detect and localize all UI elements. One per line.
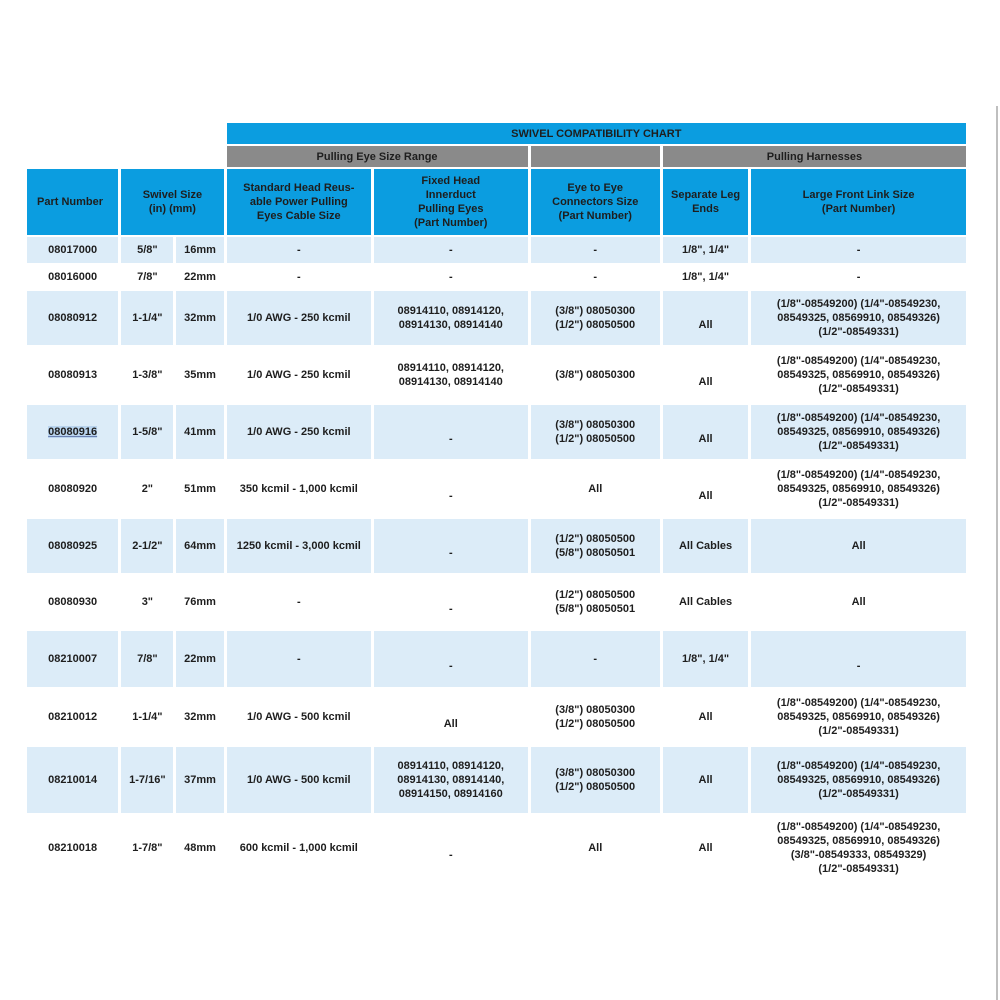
cell-text: 16mm [184,244,216,256]
cell-text: (3/8") 08050300 (1/2") 08050500 [555,767,636,793]
cell-separate-leg [663,689,748,745]
cell-text: 1/8", 1/4" [681,244,730,256]
cell-text: 1-5/8" [132,426,163,438]
cell-swivel-in [121,237,173,263]
cell-text: - [296,596,301,608]
cell-text: 5/8" [137,244,158,256]
cell-text: (1/8"-08549200) (1/4"-08549230, 08549325, 08569910, 08549326) (1/2"-08549331) [776,469,941,509]
page-edge-line [996,106,998,1000]
cell-fixed-head [374,265,527,289]
cell-part-number [27,461,118,517]
column-header-part-number: Part Number [27,169,118,235]
cell-text: - [296,653,301,665]
cell-text: 37mm [184,774,216,786]
cell-large-front-link [751,747,966,813]
cell-text: 08210012 [48,711,98,723]
cell-swivel-mm [176,575,223,629]
cell-text: All [851,540,866,552]
cell-part-number [27,631,118,687]
cell-large-front-link [751,575,966,629]
cell-text: - [448,433,453,445]
cell-text: - [448,547,453,559]
table-row [27,291,966,345]
table-row [27,631,966,687]
cell-part-number [27,815,118,881]
cell-text: 1/0 AWG - 250 kcmil [247,369,351,381]
cell-eye-to-eye [531,747,660,813]
cell-text: - [296,244,301,256]
cell-text: - [593,271,598,283]
cell-swivel-mm [176,347,223,403]
cell-text: 1/0 AWG - 250 kcmil [247,426,351,438]
cell-eye-to-eye [531,461,660,517]
group-empty [531,146,660,167]
cell-swivel-mm [176,519,223,573]
cell-separate-leg [663,631,748,687]
cell-part-number [27,291,118,345]
cell-swivel-in [121,631,173,687]
column-header-fixed-head: Fixed Head Innerduct Pulling Eyes (Part Number) [374,169,527,235]
cell-swivel-mm [176,815,223,881]
table-row [27,265,966,289]
group-spacer [27,146,224,167]
cell-large-front-link [751,631,966,687]
cell-text: All [588,483,603,495]
table-row [27,815,966,881]
cell-text: All [698,774,713,786]
cell-text: 1/8", 1/4" [681,271,730,283]
cell-text: (1/8"-08549200) (1/4"-08549230, 08549325, 08569910, 08549326) (1/2"-08549331) [776,697,941,737]
cell-swivel-mm [176,405,223,459]
cell-text: (3/8") 08050300 (1/2") 08050500 [555,419,636,445]
cell-fixed-head [374,461,527,517]
cell-standard-head [227,689,371,745]
cell-text: - [448,244,453,256]
group-pulling-harnesses: Pulling Harnesses [663,146,966,167]
cell-separate-leg [663,519,748,573]
cell-standard-head [227,237,371,263]
cell-text: 08210018 [48,842,98,854]
cell-text: 35mm [184,369,216,381]
cell-standard-head [227,461,371,517]
cell-text: 350 kcmil - 1,000 kcmil [239,483,358,495]
column-header-standard-head: Standard Head Reus- able Power Pulling Eyes Cable Size [227,169,371,235]
cell-text: 1/0 AWG - 500 kcmil [247,774,351,786]
column-header-large-front-link: Large Front Link Size (Part Number) [751,169,966,235]
header-spacer [27,123,224,144]
cell-text: 08080925 [48,540,98,552]
table-row [27,237,966,263]
cell-fixed-head [374,631,527,687]
cell-text: 1-1/4" [132,711,163,723]
cell-text: 600 kcmil - 1,000 kcmil [239,842,358,854]
cell-fixed-head [374,237,527,263]
cell-fixed-head [374,575,527,629]
cell-part-number [27,519,118,573]
cell-swivel-in [121,747,173,813]
cell-text: 08914110, 08914120, 08914130, 08914140 [397,305,504,331]
cell-text: All [698,490,713,502]
cell-swivel-mm [176,265,223,289]
cell-swivel-in [121,405,173,459]
cell-part-number [27,237,118,263]
cell-separate-leg [663,237,748,263]
cell-text: 08016000 [48,271,98,283]
cell-text: 1/8", 1/4" [681,653,730,665]
cell-part-number [27,747,118,813]
cell-text: (1/8"-08549200) (1/4"-08549230, 08549325, 08569910, 08549326) (1/2"-08549331) [776,355,941,395]
cell-text: (1/8"-08549200) (1/4"-08549230, 08549325, 08569910, 08549326) (3/8"-08549333, 08549329) (1/2"-08549331) [776,821,941,875]
cell-fixed-head [374,815,527,881]
cell-part-number [27,689,118,745]
cell-large-front-link [751,405,966,459]
table-row [27,689,966,745]
cell-part-number [27,265,118,289]
cell-part-number [27,347,118,403]
cell-large-front-link [751,461,966,517]
cell-eye-to-eye [531,631,660,687]
cell-text: All [698,433,713,445]
cell-text: 08080930 [48,596,98,608]
cell-swivel-mm [176,689,223,745]
cell-swivel-mm [176,747,223,813]
cell-text: All Cables [678,596,733,608]
cell-text: (1/8"-08549200) (1/4"-08549230, 08549325, 08569910, 08549326) (1/2"-08549331) [776,760,941,800]
cell-separate-leg [663,347,748,403]
cell-large-front-link [751,347,966,403]
cell-text: All [698,842,713,854]
cell-swivel-in [121,519,173,573]
cell-fixed-head [374,689,527,745]
cell-text: 7/8" [137,653,158,665]
cell-text: 08210007 [48,653,98,665]
cell-text: 41mm [184,426,216,438]
cell-text: All [851,596,866,608]
cell-fixed-head [374,747,527,813]
cell-text: (3/8") 08050300 (1/2") 08050500 [555,704,636,730]
cell-text: All [698,319,713,331]
cell-text: - [593,653,598,665]
cell-text: - [448,849,453,861]
cell-large-front-link [751,519,966,573]
cell-standard-head [227,347,371,403]
cell-text: 1-7/16" [129,774,166,786]
cell-separate-leg [663,815,748,881]
cell-text: 48mm [184,842,216,854]
cell-standard-head [227,291,371,345]
cell-swivel-mm [176,237,223,263]
group-pulling-eye: Pulling Eye Size Range [227,146,528,167]
table-row [27,575,966,629]
cell-text: - [448,490,453,502]
cell-text: All [698,376,713,388]
cell-text: - [856,660,861,672]
selected-part-number: 08080916 [48,426,98,438]
cell-text: - [856,271,861,283]
cell-text: 2-1/2" [132,540,163,552]
cell-swivel-in [121,575,173,629]
cell-part-number [27,405,118,459]
cell-swivel-mm [176,631,223,687]
cell-eye-to-eye [531,519,660,573]
cell-text: All [588,842,603,854]
cell-eye-to-eye [531,575,660,629]
cell-text: (3/8") 08050300 [555,369,636,381]
cell-text: - [448,660,453,672]
cell-swivel-in [121,689,173,745]
cell-large-front-link [751,689,966,745]
cell-text: 08080920 [48,483,98,495]
cell-separate-leg [663,405,748,459]
cell-text: 1-3/8" [132,369,163,381]
cell-fixed-head [374,291,527,345]
cell-text: 22mm [184,653,216,665]
cell-swivel-in [121,461,173,517]
cell-swivel-in [121,265,173,289]
cell-standard-head [227,815,371,881]
cell-text: - [296,271,301,283]
table-row [27,461,966,517]
cell-standard-head [227,405,371,459]
cell-text: 1/0 AWG - 500 kcmil [247,711,351,723]
cell-eye-to-eye [531,237,660,263]
cell-standard-head [227,747,371,813]
cell-fixed-head [374,347,527,403]
table-row [27,347,966,403]
cell-text: 51mm [184,483,216,495]
cell-text: 1-7/8" [132,842,163,854]
cell-eye-to-eye [531,347,660,403]
cell-text: 1250 kcmil - 3,000 kcmil [236,540,361,552]
cell-swivel-in [121,815,173,881]
cell-separate-leg [663,265,748,289]
cell-text: 08080913 [48,369,98,381]
cell-eye-to-eye [531,405,660,459]
cell-text: All [443,718,458,730]
cell-text: 3" [141,596,154,608]
cell-text: - [448,271,453,283]
cell-swivel-mm [176,291,223,345]
cell-standard-head [227,631,371,687]
cell-text: - [448,603,453,615]
cell-standard-head [227,519,371,573]
cell-text: 76mm [184,596,216,608]
cell-text: 32mm [184,312,216,324]
cell-text: 08914110, 08914120, 08914130, 08914140, 08914150, 08914160 [397,760,505,800]
cell-text: 08017000 [48,244,98,256]
cell-standard-head [227,265,371,289]
table-row [27,405,966,459]
cell-eye-to-eye [531,291,660,345]
cell-standard-head [227,575,371,629]
column-header-swivel-size: Swivel Size (in) (mm) [121,169,223,235]
cell-fixed-head [374,519,527,573]
cell-large-front-link [751,265,966,289]
cell-separate-leg [663,747,748,813]
cell-text: 7/8" [137,271,158,283]
cell-swivel-mm [176,461,223,517]
cell-separate-leg [663,575,748,629]
cell-text: (1/2") 08050500 (5/8") 08050501 [555,589,636,615]
cell-part-number [27,575,118,629]
cell-large-front-link [751,815,966,881]
cell-eye-to-eye [531,815,660,881]
swivel-compatibility-table [24,121,969,883]
column-header-eye-to-eye: Eye to Eye Connectors Size (Part Number) [531,169,660,235]
cell-large-front-link [751,237,966,263]
cell-text: All Cables [678,540,733,552]
cell-text: (1/8"-08549200) (1/4"-08549230, 08549325, 08569910, 08549326) (1/2"-08549331) [776,412,941,452]
cell-text: (1/2") 08050500 (5/8") 08050501 [555,533,636,559]
cell-separate-leg [663,461,748,517]
cell-large-front-link [751,291,966,345]
cell-fixed-head [374,405,527,459]
cell-text: 08210014 [48,774,98,786]
cell-text: - [856,244,861,256]
cell-text: 2" [141,483,154,495]
cell-text: (3/8") 08050300 (1/2") 08050500 [555,305,636,331]
cell-eye-to-eye [531,689,660,745]
cell-text: (1/8"-08549200) (1/4"-08549230, 08549325, 08569910, 08549326) (1/2"-08549331) [776,298,941,338]
cell-text: 1/0 AWG - 250 kcmil [247,312,351,324]
cell-separate-leg [663,291,748,345]
cell-text: 08080912 [48,312,98,324]
cell-swivel-in [121,291,173,345]
chart-title: SWIVEL COMPATIBILITY CHART [227,123,966,144]
cell-eye-to-eye [531,265,660,289]
table-row [27,519,966,573]
cell-swivel-in [121,347,173,403]
cell-text: 08914110, 08914120, 08914130, 08914140 [397,362,504,388]
table-row [27,747,966,813]
column-header-separate-leg: Separate Leg Ends [663,169,748,235]
cell-text: 64mm [184,540,216,552]
cell-text: - [593,244,598,256]
cell-text: 22mm [184,271,216,283]
cell-text: All [698,711,713,723]
cell-text: 1-1/4" [132,312,163,324]
cell-text: 32mm [184,711,216,723]
